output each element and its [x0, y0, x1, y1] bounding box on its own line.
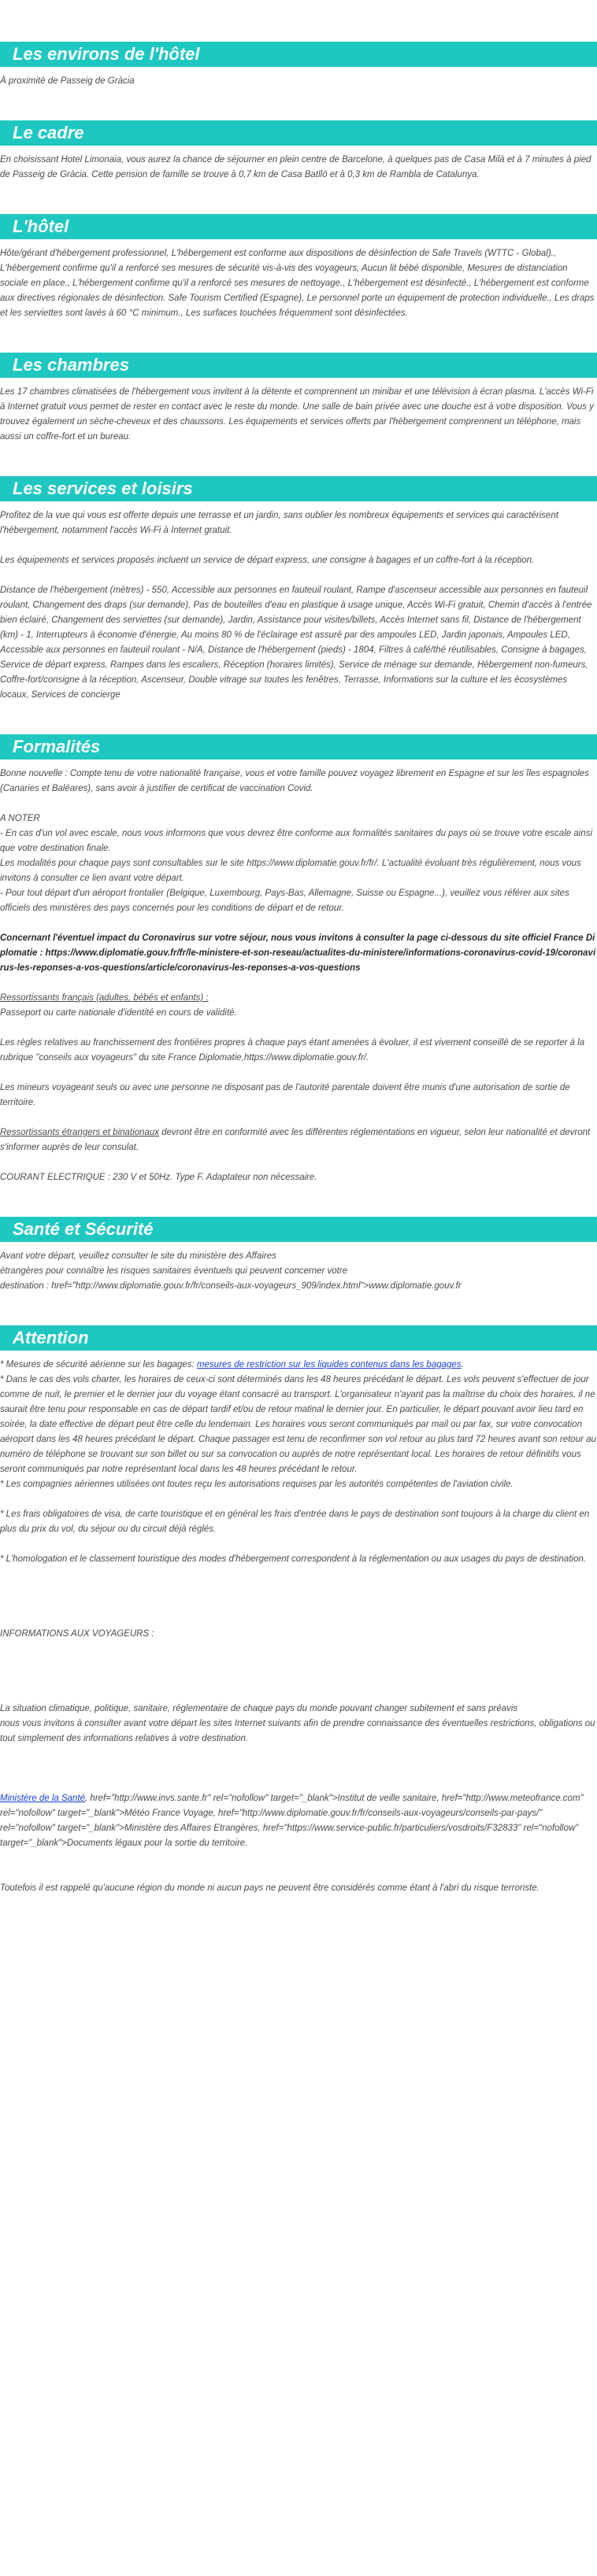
section-sante — [0, 1242, 597, 1294]
ressortissants-etrangers-title: Ressortissants étrangers et binationaux — [0, 1128, 159, 1137]
restriction-liquides-link[interactable]: mesures de restriction sur les liquides contenus dans les bagages — [196, 1360, 462, 1369]
note-frontalier: - Pour tout départ d'un aéroport frontalier (Belgique, Luxembourg, Pays-Bas, Allemagne, Suisse ou Espagne...), veuillez vous référer aux sites officiels des ministères des pays concernés pour les conditions de départ et de retour. — [0, 889, 569, 913]
cadre-text: En choisissant Hotel Limonaia, vous aurez la chance de séjourner en plein centre de Barcelone, à quelques pas de Casa Milà et à 7 minutes à pied de Passeig de Gràcia. Cette pension de famille se trouve à 0,7 km de Casa Batlló et à 0,3 km de Rambla de Catalunya. — [0, 155, 591, 179]
situation-line-1: La situation climatique, politique, sanitaire, réglementaire de chaque pays du monde pouvant changer subitement et sans préavis — [0, 1704, 518, 1713]
covid-notice-text: Concernant l'éventuel impact du Coronavirus sur votre séjour, nous vous invitons à consulter la page ci-dessous du site officiel France Diplomatie : https://www.diplomatie.gouv.fr/fr/le-ministere-et-son-reseau/actualites-du-ministere/informations-coronavirus-covid-19/coronavirus-les-reponses-a-vos-questions/article/coronavirus-les-reponses-a-vos-questions — [0, 933, 596, 973]
ressortissants-fr-text: Passeport ou carte nationale d'identité en cours de validité. — [0, 1008, 237, 1018]
section-title-services: Les services et loisirs — [0, 476, 597, 501]
formalites-intro: Bonne nouvelle : Compte tenu de votre nationalité française, vous et votre famille pouvez voyagez librement en Espagne et sur les îles espagnoles (Canaries et Baléares), sans avoir à justifier de certificat de vaccination Covid. — [0, 769, 589, 793]
section-services — [0, 501, 597, 703]
mesures-prefix: * Mesures de sécurité aérienne sur les bagages: — [0, 1360, 197, 1369]
section-chambres — [0, 378, 597, 445]
section-environs — [0, 67, 597, 89]
section-title-attention: Attention — [0, 1325, 597, 1351]
mesures-suffix: . — [461, 1360, 464, 1369]
sites-references — [0, 1791, 597, 1851]
homologation: * L'homologation et le classement touristique des modes d'hébergement correspondent à la réglementation ou aux usages du pays de destination. — [0, 1554, 587, 1564]
frais-obligatoires: * Les frais obligatoires de visa, de carte touristique et en général les frais d'entrée dans le pays de destination sont toujours à la charge du client en plus du prix du vol, du séjour ou du circuit déjà réglés. — [0, 1510, 590, 1534]
section-formalites — [0, 759, 597, 1185]
regles-frontieres: Les règles relatives au franchissement des frontières propres à chaque pays étant amenées à évoluer, il est vivement conseillé de se reporter à la rubrique "conseils aux voyageurs" du site France Diplomatie,https://www.diplomatie.gouv.fr/. — [0, 1038, 585, 1063]
situation-line-2: nous vous invitons à consulter avant votre départ les sites Internet suivants afin de prendre connaissance des éventuelles restrictions, obligations ou tout simplement des informations relatives à votre destination. — [0, 1719, 595, 1743]
courant-electrique: COURANT ELECTRIQUE : 230 V et 50Hz. Type F. Adaptateur non nécessaire. — [0, 1173, 317, 1182]
section-title-cadre: Le cadre — [0, 120, 597, 146]
note-escale: - En cas d'un vol avec escale, nous vous informons que vous devrez être conforme aux formalités sanitaires du pays où se trouve votre escale ainsi que votre destination finale. — [0, 829, 592, 853]
services-text-2: Les équipements et services proposés incluent un service de départ express, une consigne à bagages et un coffre-fort à la réception. — [0, 556, 535, 565]
section-title-chambres: Les chambres — [0, 353, 597, 378]
sante-line-2: étrangères pour connaître les risques sanitaires éventuels qui peuvent concerner votre — [0, 1266, 348, 1276]
section-title-formalites: Formalités — [0, 734, 597, 759]
environs-text: À proximité de Passeig de Gràcia — [0, 76, 135, 86]
covid-notice — [0, 931, 597, 976]
ressortissants-fr-title: Ressortissants français (adultes, bébés et enfants) : — [0, 993, 209, 1003]
infos-voyageurs-title: INFORMATIONS AUX VOYAGEURS : — [0, 1629, 154, 1639]
ressortissants-etrangers — [0, 1125, 597, 1155]
risque-terroriste: Toutefois il est rappelé qu'aucune région du monde ni aucun pays ne peuvent être considérés comme étant à l'abri du risque terroriste. — [0, 1883, 540, 1893]
mesures-securite — [0, 1358, 597, 1373]
section-attention — [0, 1351, 597, 1896]
sante-line-1: Avant votre départ, veuillez consulter le site du ministère des Affaires — [0, 1251, 276, 1261]
note-modalites: Les modalités pour chaque pays sont consultables sur le site https://www.diplomatie.gouv.fr/fr/. L'actualité évoluant très régulièrement, nous vous invitons à consulter ce lien avant votre départ. — [0, 859, 581, 883]
hotel-text: Hôte/gérant d'hébergement professionnel, L'hébergement est conforme aux dispositions de désinfection de Safe Travels (WTTC - Global)., L'hébergement confirme qu'il a renforcé ses mesures de sécurité vis-à-vis des voyageurs, Aucun lit bébé disponible, Mesures de distanciation sociale en place., L'hébergement confirme qu'il a renforcé ses mesures de nettoyage., L'hébergement est désinfecté., L'hébergement est conforme aux directives régionales de désinfection. Safe Tourism Certified (Espagne), Le personnel porte un équipement de protection individuelle., Les draps et les serviettes sont lavés à 60 °C minimum., Les surfaces touchées fréquemment sont désinfectées. — [0, 249, 595, 318]
chambres-text: Les 17 chambres climatisées de l'hébergement vous invitent à la détente et comprennent un minibar et une télévision à écran plasma. L'accès Wi-Fi à Internet gratuit vous permet de rester en contact avec le reste du monde. Une salle de bain privée avec une douche est à votre disposition. Vous y trouvez également un sèche-cheveux et des chaussons. Les équipements et services offerts par l'hébergement comprennent un téléphone, mais aussi un coffre-fort et un bureau. — [0, 387, 594, 442]
mineurs-text: Les mineurs voyageant seuls ou avec une personne ne disposant pas de l'autorité parentale doivent être munis d'une autorisation de sortie de territoire. — [0, 1083, 570, 1107]
ministere-sante-link[interactable]: Ministère de la Santé — [0, 1794, 86, 1803]
section-title-sante: Santé et Sécurité — [0, 1217, 597, 1242]
section-title-hotel: L'hôtel — [0, 214, 597, 239]
vols-charter: * Dans le cas des vols charter, les horaires de ceux-ci sont déterminés dans les 48 heures précédant le départ. Les vols peuvent s'effectuer de jour comme de nuit, le premier et le dernier jour du voyage étant consacré au transport. L'organisateur n'ayant pas la maîtrise du choix des horaires, il ne saurait être tenu pour responsable en cas de départ tardif et/ou de retour matinal le dernier jour. En particulier, le départ pouvant avoir lieu tard en soirée, la date effective de départ peut être celle du lendemain. Les horaires vous seront communiqués par mail ou par fax, sur votre convocation aéroport dans les 48 heures précédant le départ. Chaque passager est tenu de reconfirmer son vol retour au plus tard 72 heures avant son retour au numéro de téléphone se trouvant sur son billet ou sur sa convocation ou auprès de notre représentant local. Les horaires de retour définitifs vous seront communiqués par notre représentant local dans les 48 heures précédant le retour. — [0, 1375, 596, 1474]
compagnies-aeriennes: * Les compagnies aériennes utilisées ont toutes reçu les autorisations requises par les autorités compétentes de l'aviation civile. — [0, 1480, 514, 1489]
section-hotel — [0, 239, 597, 321]
sante-line-3: destination : href="http://www.diplomatie.gouv.fr/fr/conseils-aux-voyageurs_909/index.html">www.diplomatie.gouv.fr — [0, 1281, 462, 1291]
sites-references-text: , href="http://www.invs.sante.fr" rel="nofollow" target="_blank">Institut de veille sanitaire, href="http://www.meteofrance.com" rel="nofollow" target="_blank">Météo France Voyage, href="http://www.diplomatie.gouv.fr/fr/conseils-aux-voyageurs/conseils-par-pays/" rel="nofollow" target="_blank">Ministère des Affaires Etrangères, href="https://www.service-public.fr/particuliers/vosdroits/F32833" rel="nofollow" target="_blank">Documents légaux pour la sortie du territoire. — [0, 1794, 584, 1848]
services-text-1: Profitez de la vue qui vous est offerte depuis une terrasse et un jardin, sans oublier les nombreux équipements et services qui caractérisent l'hébergement, notamment l'accès Wi-Fi à Internet gratuit. — [0, 511, 558, 535]
note-title: A NOTER — [0, 814, 40, 823]
section-title-environs: Les environs de l'hôtel — [0, 42, 597, 67]
services-text-3: Distance de l'hébergement (mètres) - 550, Accessible aux personnes en fauteuil roulant, Rampe d'ascenseur accessible aux personnes en fauteuil roulant, Changement des draps (sur demande), Pas de bouteilles d'eau en plastique à usage unique, Accès Wi-Fi gratuit, Chemin d'accès à l'entrée bien éclairé, Changement des serviettes (sur demande), Jardin, Assistance pour visites/billets, Accès Internet sans fil, Distance de l'hébergement (km) - 1, Interrupteurs à économie d'énergie, Au moins 80 % de l'éclairage est assuré par des ampoules LED, Jardin japonais, Ampoules LED, Accessible aux personnes en fauteuil roulant - N/A, Distance de l'hébergement (pieds) - 1804, Filtres à café/thé réutilisables, Consigne à bagages, Service de départ express, Rampes dans les escaliers, Réception (horaires limités), Service de ménage sur demande, Hébergement non-fumeurs, Coffre-fort/consigne à la réception, Ascenseur, Double vitrage sur toutes les fenêtres, Terrasse, Informations sur la culture et les écosystèmes locaux, Services de concierge — [0, 586, 592, 700]
section-cadre — [0, 146, 597, 183]
ressortissants-etrangers-text: devront être en conformité avec les différentes réglementations en vigueur, selon leur nationalité et devront s'informer auprès de leur consulat. — [0, 1128, 591, 1152]
